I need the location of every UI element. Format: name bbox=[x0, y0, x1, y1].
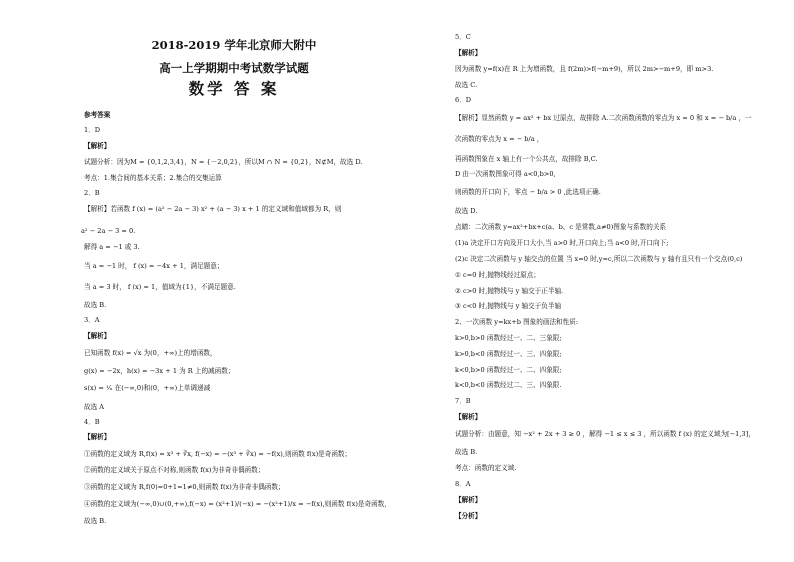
left-answer-line: 解得 a = −1 或 3. bbox=[84, 243, 140, 251]
left-answer-line: 【解析】若函数 f (x) = (a² − 2a − 3) x² + (a − 3) x + 1 的定义域和值域都为 R，则 bbox=[84, 205, 342, 213]
left-answer-line: 考点：1.集合间的基本关系；2.集合的交集运算 bbox=[84, 174, 222, 182]
left-answer-line: s(x) = ¹⁄ₓ 在(−∞,0)和(0，+∞)上单调递减 bbox=[84, 384, 211, 392]
answer-title: 数学 答 案 bbox=[188, 79, 280, 98]
left-answer-line: 故选 B. bbox=[84, 517, 107, 525]
right-answer-line: (1)a 决定开口方向及开口大小,当 a>0 时,开口向上;当 a<0 时,开口向下; bbox=[455, 239, 669, 247]
right-answer-line: 【解析】 bbox=[455, 49, 482, 57]
left-answer-line: 4．B bbox=[84, 418, 100, 426]
left-answer-line: 故选 B. bbox=[84, 301, 107, 309]
right-answer-line: 5．C bbox=[455, 33, 471, 41]
right-answer-line: 故选 B. bbox=[455, 448, 478, 456]
right-answer-line: (2)c 决定二次函数与 y 轴交点的位置 当 x=0 时,y=c,所以二次函数与 y 轴有且只有一个交点(0,c) bbox=[455, 255, 743, 263]
right-answer-line: ② c>0 时,抛物线与 y 轴交于正半轴. bbox=[455, 287, 564, 295]
right-answer-line: 试题分析：由题意，知 −x² + 2x + 3 ≥ 0 ，解得 −1 ≤ x ≤ 3 ，所以函数 f (x) 的定义域为[−1,3]， bbox=[455, 430, 755, 438]
school-title: 2018-2019 学年北京师大附中 bbox=[151, 38, 317, 52]
right-answer-line: 故选 C. bbox=[455, 81, 478, 89]
left-answer-line: 2．B bbox=[84, 189, 100, 197]
right-answer-line: 6．D bbox=[455, 96, 472, 104]
right-answer-line: 点睛：二次函数 y=ax²+bx+c(a、b、c 是常数,a≠0)图象与系数的关系 bbox=[455, 223, 667, 231]
left-answer-line: ①函数的定义域为 R,f(x) = x³ + ∛x, f(−x) = −(x³ + ∛x) = −f(x),则函数 f(x)是奇函数； bbox=[84, 450, 352, 458]
right-answer-line: 次函数的零点为 x = − b/a ， bbox=[455, 135, 544, 143]
left-answer-line: 当 a = −1 时， f (x) = −4x + 1，满足题意； bbox=[84, 262, 224, 270]
left-answer-line: ③函数的定义域为 R,f(0)=0+1=1≠0,则函数 f(x)为非奇非偶函数； bbox=[84, 483, 285, 491]
right-answer-line: 【解析】 bbox=[455, 496, 482, 504]
left-answer-line: 试题分析：因为M = {0,1,2,3,4}，N = {－2,0,2}，所以M ∩ N = {0,2}，N⊄M，故选 D. bbox=[84, 158, 363, 166]
left-answer-line: 故选 A bbox=[84, 403, 105, 411]
left-answer-line: a² − 2a − 3 = 0. bbox=[81, 227, 136, 235]
right-answer-line: 再函数图象在 x 轴上有一个公共点，故排除 B,C. bbox=[455, 155, 598, 163]
right-answer-line: ③ c<0 时,抛物线与 y 轴交于负半轴 bbox=[455, 302, 562, 310]
right-answer-line: D 由一次函数图象可得 a<0,b>0, bbox=[455, 170, 556, 178]
right-answer-line: 7．B bbox=[455, 397, 471, 405]
right-answer-line: k>0,b>0 函数经过一、二、三象限; bbox=[455, 334, 562, 342]
exam-title: 高一上学期期中考试数学试题 bbox=[159, 61, 309, 75]
right-answer-line: 考点：函数的定义域. bbox=[455, 464, 517, 472]
right-answer-line: k<0,b>0 函数经过一、二、四象限; bbox=[455, 366, 562, 374]
right-answer-line: 则函数的开口向下，零点 − b/a > 0 ,此选项正确. bbox=[455, 188, 601, 196]
left-answer-line: ②函数的定义域关于原点不对称,则函数 f(x)为非奇非偶函数； bbox=[84, 466, 265, 474]
left-answer-line: ④函数的定义域为(−∞,0)∪(0,+∞),f(−x) = (x²+1)/(−x) = −(x²+1)/x = −f(x),则函数 f(x)是奇函数， bbox=[84, 500, 391, 508]
left-answer-line: g(x) = −2x，h(x) = −3x + 1 为 R 上的减函数； bbox=[84, 367, 235, 375]
left-answer-line: 【解析】 bbox=[84, 142, 111, 150]
left-answer-line: 3．A bbox=[84, 316, 100, 324]
right-answer-line: 故选 D. bbox=[455, 207, 478, 215]
right-answer-line: 【解析】 bbox=[455, 413, 482, 421]
right-answer-line: ① c=0 时,抛物线经过原点； bbox=[455, 271, 540, 279]
right-answer-line: 【分析】 bbox=[455, 512, 482, 520]
right-answer-line: k>0,b<0 函数经过一、三、四象限; bbox=[455, 350, 562, 358]
right-answer-line: 8．A bbox=[455, 480, 471, 488]
left-answer-line: 【解析】 bbox=[84, 433, 111, 441]
right-answer-line: 因为函数 y=f(x)在 R 上为增函数，且 f(2m)>f(−m+9)，所以 2m>−m+9，即 m>3. bbox=[455, 65, 714, 73]
left-answer-line: 当 a = 3 时， f (x) = 1，值域为{1}，不满足题意. bbox=[84, 283, 236, 291]
right-answer-line: 2、一次函数 y=kx+b 图象的画法和性质: bbox=[455, 318, 579, 326]
left-answer-line: 1．D bbox=[84, 126, 101, 134]
left-answer-line: 【解析】 bbox=[84, 332, 111, 340]
left-answer-line: 参考答案 bbox=[84, 111, 111, 119]
right-answer-line: 【解析】显然函数 y = ax² + bx 过原点，故排除 A.二次函数函数的零点为 x = 0 和 x = − b/a ，一 bbox=[455, 114, 752, 122]
left-answer-line: 已知函数 f(x) = √x 为(0，+∞)上的增函数， bbox=[84, 349, 217, 357]
right-answer-line: k<0,b<0 函数经过二、三、四象限. bbox=[455, 381, 562, 389]
